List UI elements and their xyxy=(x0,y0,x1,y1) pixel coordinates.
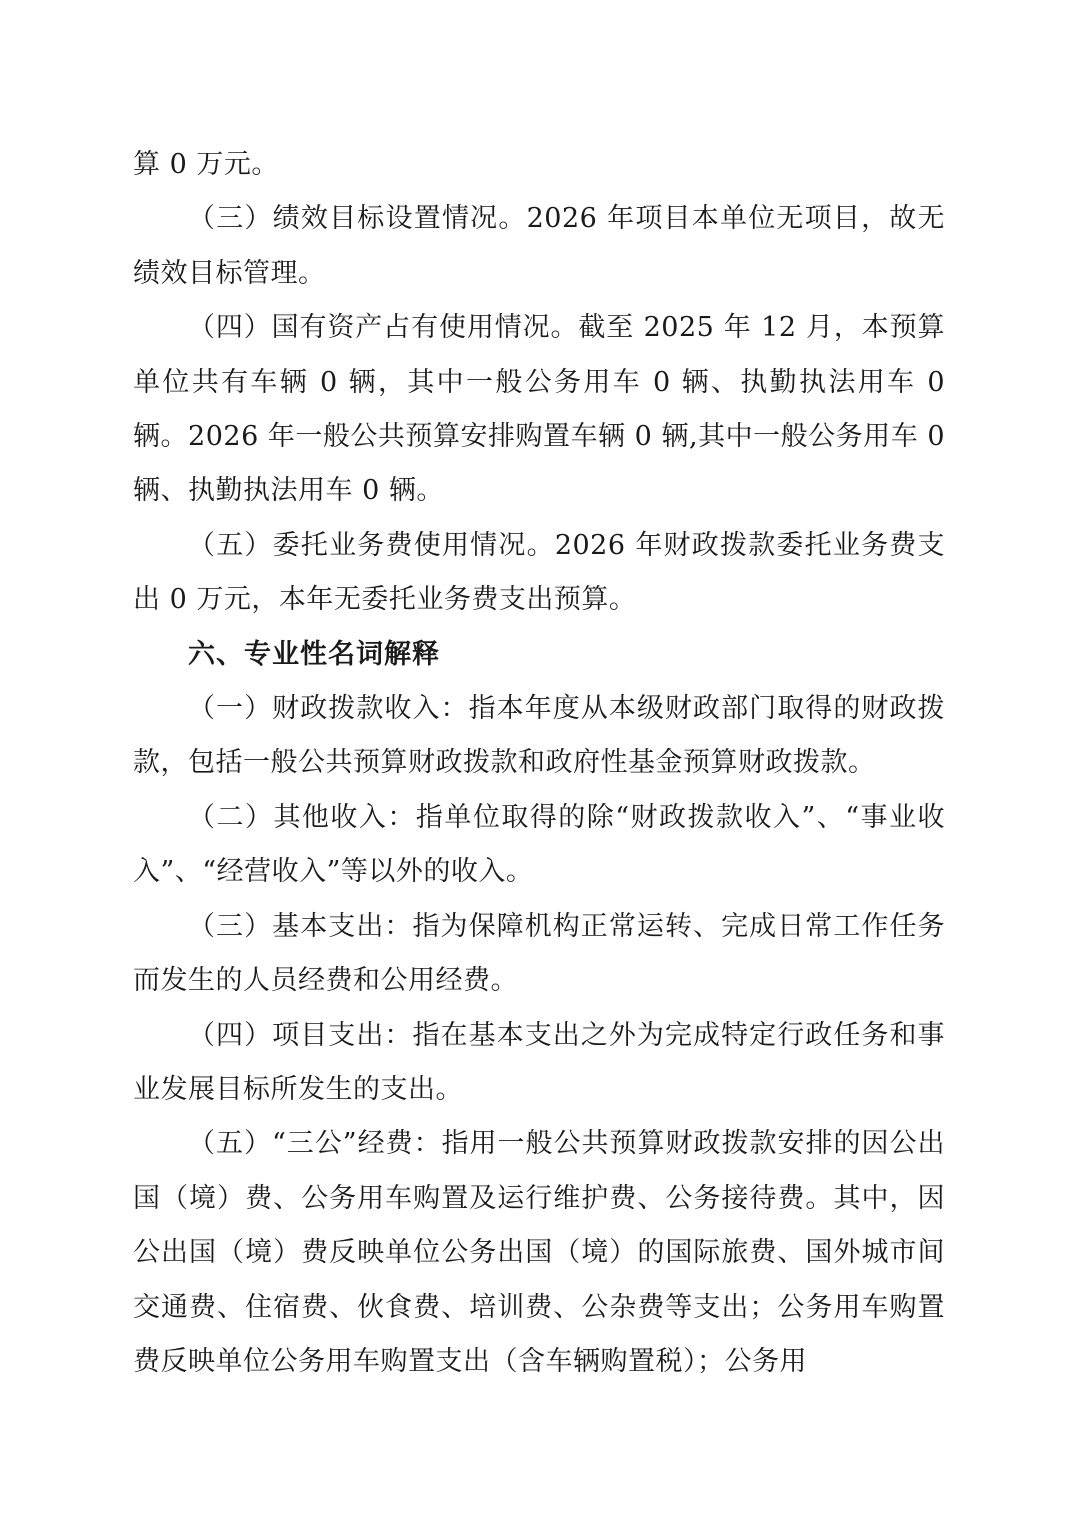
paragraph-three-public-expenses: （五）“三公”经费：指用一般公共预算财政拨款安排的因公出国（境）费、公务用车购置及运行维护费、公务接待费。其中，因公出国（境）费反映单位公务出国（境）的国际旅费、国外城市间交通费、住宿费、伙食费、培训费、公杂费等支出；公务用车购置费反映单位公务用车购置支出（含车辆购置税）；公务用 xyxy=(133,1128,945,1377)
document-body xyxy=(133,138,945,1389)
paragraph-project-expenditure: （四）项目支出：指在基本支出之外为完成特定行政任务和事业发展目标所发生的支出。 xyxy=(133,1019,945,1105)
paragraph-other-income: （二）其他收入：指单位取得的除“财政拨款收入”、“事业收入”、“经营收入”等以外的收入。 xyxy=(133,801,945,888)
paragraph-fiscal-appropriation-income: （一）财政拨款收入：指本年度从本级财政部门取得的财政拨款，包括一般公共预算财政拨款和政府性基金预算财政拨款。 xyxy=(133,693,945,779)
paragraph-basic-expenditure: （三）基本支出：指为保障机构正常运转、完成日常工作任务而发生的人员经费和公用经费。 xyxy=(133,910,945,997)
paragraph-performance-goals: （三）绩效目标设置情况。2026 年项目本单位无项目，故无绩效目标管理。 xyxy=(133,203,945,289)
paragraph-continuation: 算 0 万元。 xyxy=(133,149,279,180)
paragraph-state-assets: （四）国有资产占有使用情况。截至 2025 年 12 月，本预算单位共有车辆 0 辆，其中一般公务用车 0 辆、执勤执法用车 0 辆。2026 年一般公共预算安排购置车辆 0 辆,其中一般公务用车 0 辆、执勤执法用车 0 辆。 xyxy=(133,312,945,507)
section-heading-terminology: 六、专业性名词解释 xyxy=(188,638,440,670)
paragraph-entrusted-business-fee: （五）委托业务费使用情况。2026 年财政拨款委托业务费支出 0 万元，本年无委托业务费支出预算。 xyxy=(133,529,945,616)
